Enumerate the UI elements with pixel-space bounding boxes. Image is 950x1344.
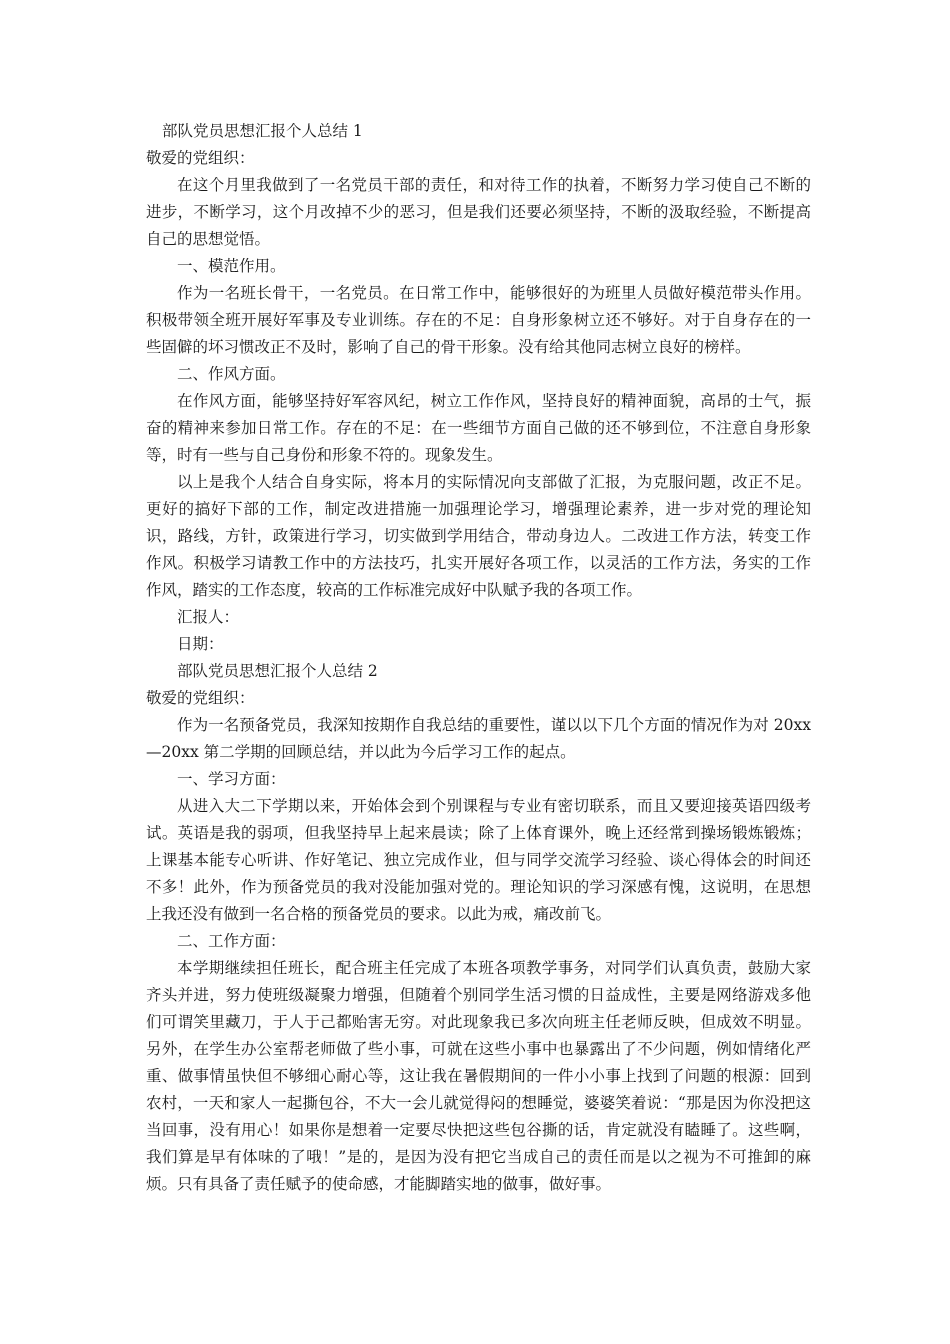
report2-paragraph-1: 从进入大二下学期以来，开始体会到个别课程与专业有密切联系，而且又要迎接英语四级考试。英语是我的弱项，但我坚持早上起来晨读；除了上体育课外，晚上还经常到操场锻炼锻炼；上课基本能专心听讲、作好笔记、独立完成作业，但与同学交流学习经验、谈心得体会的时间还不多！此外，作为预备党员的我对没能加强对党的。理论知识的学习深感有愧，这说明，在思想上我还没有做到一名合格的预备党员的要求。以此为戒，痛改前飞。 [146,797,811,923]
report1-paragraph-1: 作为一名班长骨干，一名党员。在日常工作中，能够很好的为班里人员做好模范带头作用。积极带领全班开展好军事及专业训练。存在的不足：自身形象树立还不够好。对于自身存在的一些固僻的坏习惯改正不及时，影响了自己的骨干形象。没有给其他同志树立良好的榜样。 [146,284,811,356]
report2-intro: 作为一名预备党员，我深知按期作自我总结的重要性，谨以以下几个方面的情况作为对 20xx—20xx 第二学期的回顾总结，并以此为今后学习工作的起点。 [146,716,811,761]
report1-salutation: 敬爱的党组织： [146,149,255,167]
document-page [146,118,811,1198]
report1-paragraph-2: 在作风方面，能够坚持好军容风纪，树立工作作风，坚持良好的精神面貌，高昂的士气，振奋的精神来参加日常工作。存在的不足：在一些细节方面自己做的还不够到位，不注意自身形象等，时有一些与自己身份和形象不符的。现象发生。 [146,392,811,464]
report1-reporter: 汇报人： [177,608,240,626]
report1-date: 日期： [177,635,224,653]
report2-paragraph-2: 本学期继续担任班长，配合班主任完成了本班各项教学事务，对同学们认真负责，鼓励大家齐头并进，努力使班级凝聚力增强，但随着个别同学生活习惯的日益成性，主要是网络游戏多他们可谓笑里藏刀，于人于己都贻害无穷。对此现象我已多次向班主任老师反映，但成效不明显。另外，在学生办公室帮老师做了些小事，可就在这些小事中也暴露出了不少问题，例如情绪化严重、做事情虽快但不够细心耐心等，这让我在暑假期间的一件小小事上找到了问题的根源：回到农村，一天和家人一起撕包谷，不大一会儿就觉得闷的想睡觉，婆婆笑着说：“那是因为你没把这当回事，没有用心！如果你是想着一定要尽快把这些包谷撕的话，肯定就没有瞌睡了。这些啊，我们算是早有体味的了哦！”是的，是因为没有把它当成自己的责任而是以之视为不可推卸的麻烦。只有具备了责任赋予的使命感，才能脚踏实地的做事，做好事。 [146,959,811,1193]
report1-heading-2: 二、作风方面。 [177,365,286,383]
report2-salutation: 敬爱的党组织： [146,689,255,707]
report2-title: 部队党员思想汇报个人总结 2 [177,662,378,680]
report1-heading-1: 一、模范作用。 [177,257,286,275]
report1-title: 部队党员思想汇报个人总结 1 [162,122,363,140]
report1-intro: 在这个月里我做到了一名党员干部的责任，和对待工作的执着，不断努力学习使自己不断的进步，不断学习，这个月改掉不少的恶习，但是我们还要必须坚持，不断的汲取经验，不断提高自己的思想觉悟。 [146,176,811,248]
report2-heading-2: 二、工作方面： [177,932,286,950]
report2-heading-1: 一、学习方面： [177,770,286,788]
report1-paragraph-3: 以上是我个人结合自身实际，将本月的实际情况向支部做了汇报，为克服问题，改正不足。更好的搞好下部的工作，制定改进措施一加强理论学习，增强理论素养，进一步对党的理论知识，路线，方针，政策进行学习，切实做到学用结合，带动身边人。二改进工作方法，转变工作作风。积极学习请教工作中的方法技巧，扎实开展好各项工作，以灵活的工作方法，务实的工作作风，踏实的工作态度，较高的工作标准完成好中队赋予我的各项工作。 [146,473,811,599]
